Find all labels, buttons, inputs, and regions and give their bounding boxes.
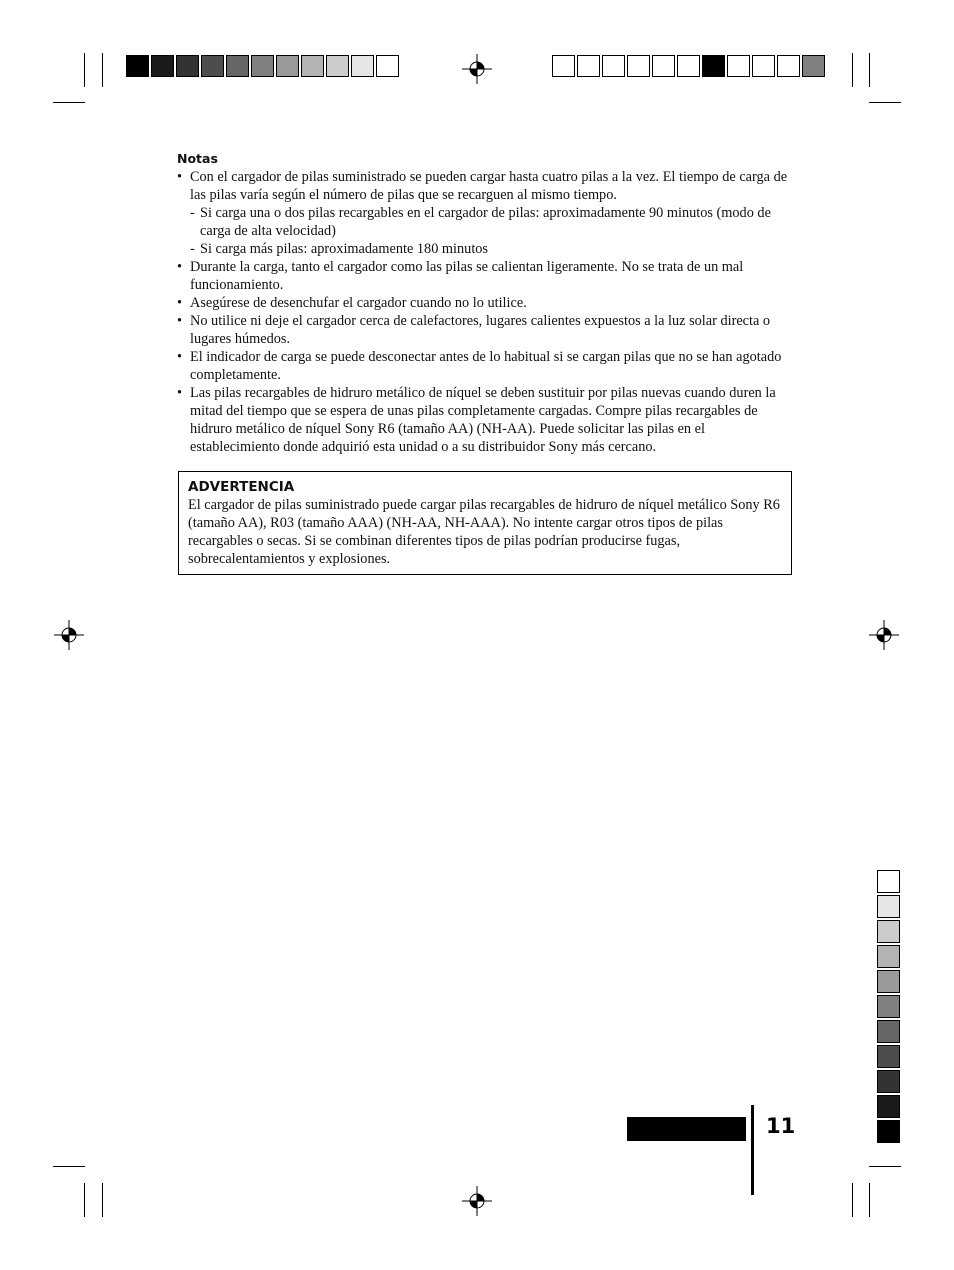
color-swatch xyxy=(877,970,900,993)
color-swatch xyxy=(176,55,199,77)
color-swatch xyxy=(877,1020,900,1043)
color-swatch xyxy=(151,55,174,77)
color-swatch xyxy=(201,55,224,77)
registration-mark-bottom-icon xyxy=(462,1186,492,1216)
notes-title: Notas xyxy=(177,151,218,166)
color-swatch xyxy=(877,895,900,918)
color-swatch xyxy=(877,920,900,943)
notes-item: • Asegúrese de desenchufar el cargador cuando no lo utilice. xyxy=(177,294,793,312)
color-swatch xyxy=(301,55,324,77)
color-swatch xyxy=(552,55,575,77)
notes-item-charging-capacity xyxy=(177,168,793,258)
color-swatch xyxy=(877,1070,900,1093)
color-swatch xyxy=(802,55,825,77)
color-swatch xyxy=(351,55,374,77)
color-swatch xyxy=(577,55,600,77)
notes-list xyxy=(177,168,793,456)
color-swatch xyxy=(276,55,299,77)
warning-title: ADVERTENCIA xyxy=(188,479,295,495)
notes-item: • Durante la carga, tanto el cargador como las pilas se calientan ligeramente. No se trata de un mal funcionamiento. xyxy=(177,258,793,294)
color-swatch xyxy=(777,55,800,77)
notes-item-text: Con el cargador de pilas suministrado se pueden cargar hasta cuatro pilas a la vez. El tiempo de carga de las pilas varía según el número de pilas que se recarguen al mismo tiempo. xyxy=(190,169,788,203)
color-swatch xyxy=(752,55,775,77)
color-swatch xyxy=(877,870,900,893)
registration-mark-left-icon xyxy=(54,620,84,650)
color-swatch xyxy=(877,945,900,968)
warning-box xyxy=(178,471,792,575)
notes-item: • Las pilas recargables de hidruro metálico de níquel se deben sustituir por pilas nuevas cuando duren la mitad del tiempo que se espera de unas pilas completamente cargadas. Compre pilas recargables de hidruro metálico de níquel Sony R6 (tamaño AA) (NH-AA). Puede solicitar las pilas en el establecimiento donde adquirió esta unidad o a su distribuidor Sony más cercano. xyxy=(177,384,793,456)
page-number: 11 xyxy=(766,1114,796,1138)
color-swatch xyxy=(251,55,274,77)
color-swatch xyxy=(877,995,900,1018)
notes-item: • El indicador de carga se puede desconectar antes de lo habitual si se cargan pilas que no se han agotado completamente. xyxy=(177,348,793,384)
color-swatch xyxy=(877,1120,900,1143)
registration-mark-top-icon xyxy=(462,54,492,84)
warning-text: El cargador de pilas suministrado puede cargar pilas recargables de hidruro de níquel metálico Sony R6 (tamaño AA), R03 (tamaño AAA) (NH-AA, NH-AAA). No intente cargar otros tipos de pilas recargables o secas. Si se combinan diferentes tipos de pilas podrían producirse fugas, sobrecalentamientos y explosiones. xyxy=(188,497,780,567)
color-swatch xyxy=(126,55,149,77)
color-swatch xyxy=(727,55,750,77)
registration-mark-right-icon xyxy=(869,620,899,650)
mixed-color-strip-right xyxy=(552,55,827,77)
color-swatch xyxy=(877,1045,900,1068)
color-swatch xyxy=(226,55,249,77)
color-swatch xyxy=(677,55,700,77)
color-swatch xyxy=(877,1095,900,1118)
page-tab-bar xyxy=(627,1117,746,1141)
notes-section xyxy=(177,150,793,456)
color-swatch xyxy=(702,55,725,77)
notes-sublist xyxy=(190,204,793,258)
notes-item: • No utilice ni deje el cargador cerca de calefactores, lugares calientes expuestos a la luz solar directa o lugares húmedos. xyxy=(177,312,793,348)
color-swatch xyxy=(652,55,675,77)
color-swatch xyxy=(376,55,399,77)
gray-color-strip-vertical xyxy=(877,870,900,1145)
notes-subitem: - Si carga una o dos pilas recargables en el cargador de pilas: aproximadamente 90 minutos (modo de carga de alta velocidad) xyxy=(190,204,793,240)
notes-subitem: - Si carga más pilas: aproximadamente 180 minutos xyxy=(190,240,793,258)
color-swatch xyxy=(326,55,349,77)
color-swatch xyxy=(602,55,625,77)
page-divider-line xyxy=(751,1105,754,1195)
gray-color-strip-left xyxy=(126,55,401,77)
color-swatch xyxy=(627,55,650,77)
